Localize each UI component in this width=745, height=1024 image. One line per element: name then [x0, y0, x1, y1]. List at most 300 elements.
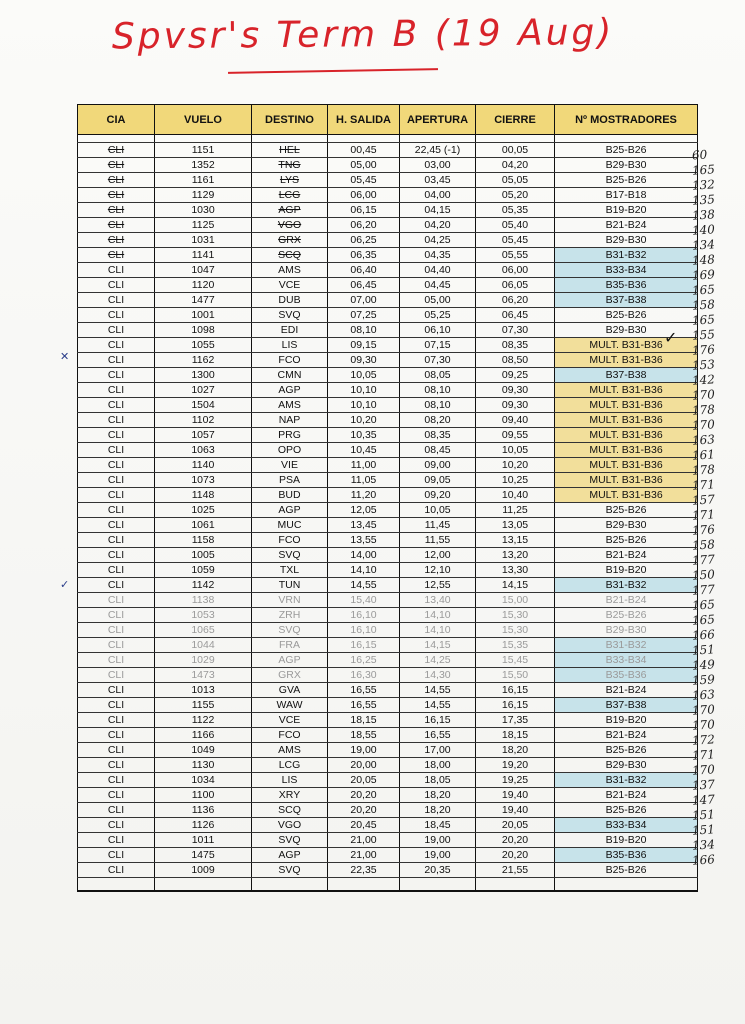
- margin-note: 176: [691, 522, 716, 538]
- destino-cell: SVQ: [252, 833, 328, 848]
- cia-cell: CLI: [78, 308, 155, 323]
- destino-cell: TUN: [252, 578, 328, 593]
- table-row: [78, 533, 698, 548]
- destino-cell: SCQ: [252, 803, 328, 818]
- margin-note: 150: [691, 567, 716, 583]
- destino-cell: SCQ: [252, 248, 328, 263]
- cierre-cell: 08,35: [476, 338, 555, 353]
- vuelo-cell: 1161: [155, 173, 252, 188]
- salida-cell: 12,05: [328, 503, 400, 518]
- table-row: [78, 383, 698, 398]
- vuelo-cell: 1044: [155, 638, 252, 653]
- destino-cell: CMN: [252, 368, 328, 383]
- destino-cell: FCO: [252, 353, 328, 368]
- destino-cell: VGO: [252, 218, 328, 233]
- mostradores-cell: MULT. B31-B36: [555, 428, 698, 443]
- margin-note: 171: [691, 507, 716, 523]
- destino-cell: AGP: [252, 203, 328, 218]
- cierre-cell: 10,05: [476, 443, 555, 458]
- margin-note: 163: [691, 432, 716, 448]
- apertura-cell: 04,40: [400, 263, 476, 278]
- cierre-cell: 04,20: [476, 158, 555, 173]
- cierre-cell: 05,45: [476, 233, 555, 248]
- margin-note: 137: [691, 777, 716, 793]
- cia-cell: CLI: [78, 293, 155, 308]
- apertura-cell: 05,00: [400, 293, 476, 308]
- header-cierre: CIERRE: [476, 105, 555, 135]
- salida-cell: 13,55: [328, 533, 400, 548]
- apertura-cell: 11,55: [400, 533, 476, 548]
- cia-cell: CLI: [78, 848, 155, 863]
- margin-note: 142: [691, 372, 716, 388]
- margin-note: 170: [691, 717, 716, 733]
- vuelo-cell: 1120: [155, 278, 252, 293]
- margin-note: 165: [691, 612, 716, 628]
- mostradores-cell: MULT. B31-B36: [555, 458, 698, 473]
- cierre-cell: 15,30: [476, 608, 555, 623]
- apertura-cell: 08,05: [400, 368, 476, 383]
- cierre-cell: 13,20: [476, 548, 555, 563]
- cia-cell: CLI: [78, 638, 155, 653]
- salida-cell: 16,55: [328, 683, 400, 698]
- cia-cell: CLI: [78, 473, 155, 488]
- apertura-cell: 04,35: [400, 248, 476, 263]
- margin-note: 149: [691, 657, 716, 673]
- margin-note: 172: [691, 732, 716, 748]
- cierre-cell: 20,20: [476, 833, 555, 848]
- apertura-cell: 09,20: [400, 488, 476, 503]
- apertura-cell: 14,55: [400, 683, 476, 698]
- salida-cell: 09,15: [328, 338, 400, 353]
- vuelo-cell: 1073: [155, 473, 252, 488]
- mostradores-cell: B33-B34: [555, 818, 698, 833]
- margin-note: 171: [691, 477, 716, 493]
- cia-cell: CLI: [78, 788, 155, 803]
- mostradores-cell: B29-B30: [555, 158, 698, 173]
- flight-schedule-table: [77, 104, 698, 892]
- cierre-cell: 15,35: [476, 638, 555, 653]
- cierre-cell: 15,30: [476, 623, 555, 638]
- header-destino: DESTINO: [252, 105, 328, 135]
- mostradores-cell: B29-B30: [555, 758, 698, 773]
- table-row: [78, 263, 698, 278]
- destino-cell: AGP: [252, 653, 328, 668]
- cia-cell: CLI: [78, 158, 155, 173]
- table-row: [78, 863, 698, 878]
- cierre-cell: 16,15: [476, 698, 555, 713]
- mostradores-cell: B19-B20: [555, 713, 698, 728]
- vuelo-cell: 1047: [155, 263, 252, 278]
- salida-cell: 10,05: [328, 368, 400, 383]
- vuelo-cell: 1126: [155, 818, 252, 833]
- margin-note: 157: [691, 492, 716, 508]
- destino-cell: AMS: [252, 743, 328, 758]
- mostradores-cell: B29-B30: [555, 323, 698, 338]
- salida-cell: 14,55: [328, 578, 400, 593]
- margin-note: 151: [691, 807, 716, 823]
- apertura-cell: 18,45: [400, 818, 476, 833]
- table-row: [78, 758, 698, 773]
- destino-cell: LCG: [252, 758, 328, 773]
- cierre-cell: 15,45: [476, 653, 555, 668]
- cierre-cell: 13,05: [476, 518, 555, 533]
- cia-cell: CLI: [78, 203, 155, 218]
- mostradores-cell: MULT. B31-B36: [555, 443, 698, 458]
- table-row: [78, 548, 698, 563]
- cia-cell: CLI: [78, 248, 155, 263]
- vuelo-cell: 1057: [155, 428, 252, 443]
- cierre-cell: 06,00: [476, 263, 555, 278]
- cia-cell: CLI: [78, 713, 155, 728]
- margin-note: 151: [691, 642, 716, 658]
- margin-note: 153: [691, 357, 716, 373]
- margin-note: 135: [691, 192, 716, 208]
- apertura-cell: 19,00: [400, 833, 476, 848]
- vuelo-cell: 1151: [155, 143, 252, 158]
- destino-cell: TNG: [252, 158, 328, 173]
- salida-cell: 08,10: [328, 323, 400, 338]
- cia-cell: CLI: [78, 218, 155, 233]
- table-row: [78, 518, 698, 533]
- cierre-cell: 09,30: [476, 383, 555, 398]
- apertura-cell: 18,20: [400, 788, 476, 803]
- destino-cell: PRG: [252, 428, 328, 443]
- margin-note: 171: [691, 747, 716, 763]
- apertura-cell: 06,10: [400, 323, 476, 338]
- vuelo-cell: 1477: [155, 293, 252, 308]
- cia-cell: CLI: [78, 608, 155, 623]
- vuelo-cell: 1140: [155, 458, 252, 473]
- mostradores-cell: B35-B36: [555, 848, 698, 863]
- margin-note: 148: [691, 252, 716, 268]
- salida-cell: 20,45: [328, 818, 400, 833]
- cia-cell: CLI: [78, 278, 155, 293]
- destino-cell: AMS: [252, 398, 328, 413]
- destino-cell: PSA: [252, 473, 328, 488]
- salida-cell: 00,45: [328, 143, 400, 158]
- margin-note: 165: [691, 312, 716, 328]
- margin-note: 60: [691, 147, 708, 163]
- salida-cell: 06,00: [328, 188, 400, 203]
- mostradores-cell: B31-B32: [555, 773, 698, 788]
- table-row: [78, 413, 698, 428]
- vuelo-cell: 1130: [155, 758, 252, 773]
- table-row: [78, 848, 698, 863]
- apertura-cell: 03,45: [400, 173, 476, 188]
- apertura-cell: 14,25: [400, 653, 476, 668]
- table-row: [78, 713, 698, 728]
- salida-cell: 11,00: [328, 458, 400, 473]
- margin-note: 155: [691, 327, 716, 343]
- cierre-cell: 07,30: [476, 323, 555, 338]
- destino-cell: AGP: [252, 848, 328, 863]
- margin-note: 165: [691, 597, 716, 613]
- cia-cell: CLI: [78, 533, 155, 548]
- table-row: [78, 338, 698, 353]
- mostradores-cell: MULT. B31-B36: [555, 383, 698, 398]
- margin-note: 140: [691, 222, 716, 238]
- table-row: [78, 668, 698, 683]
- vuelo-cell: 1030: [155, 203, 252, 218]
- cia-cell: CLI: [78, 503, 155, 518]
- vuelo-cell: 1001: [155, 308, 252, 323]
- table-row: [78, 818, 698, 833]
- destino-cell: FCO: [252, 533, 328, 548]
- margin-note: 158: [691, 297, 716, 313]
- table-row: [78, 368, 698, 383]
- mostradores-cell: B25-B26: [555, 503, 698, 518]
- salida-cell: 22,35: [328, 863, 400, 878]
- check-mark-icon: ✓: [664, 328, 678, 347]
- vuelo-cell: 1129: [155, 188, 252, 203]
- destino-cell: OPO: [252, 443, 328, 458]
- vuelo-cell: 1053: [155, 608, 252, 623]
- cierre-cell: 09,40: [476, 413, 555, 428]
- vuelo-cell: 1473: [155, 668, 252, 683]
- cia-cell: CLI: [78, 563, 155, 578]
- destino-cell: WAW: [252, 698, 328, 713]
- destino-cell: DUB: [252, 293, 328, 308]
- cia-cell: CLI: [78, 488, 155, 503]
- header-vuelo: VUELO: [155, 105, 252, 135]
- margin-note: 134: [691, 237, 716, 253]
- table-row: [78, 443, 698, 458]
- apertura-cell: 18,05: [400, 773, 476, 788]
- salida-cell: 06,20: [328, 218, 400, 233]
- apertura-cell: 12,55: [400, 578, 476, 593]
- salida-cell: 14,00: [328, 548, 400, 563]
- table-row: [78, 158, 698, 173]
- cierre-cell: 18,15: [476, 728, 555, 743]
- header-apertura: APERTURA: [400, 105, 476, 135]
- cierre-cell: 05,05: [476, 173, 555, 188]
- table-row: [78, 203, 698, 218]
- vuelo-cell: 1102: [155, 413, 252, 428]
- cia-cell: CLI: [78, 863, 155, 878]
- destino-cell: VIE: [252, 458, 328, 473]
- apertura-cell: 05,25: [400, 308, 476, 323]
- table-row: [78, 503, 698, 518]
- cierre-cell: 10,40: [476, 488, 555, 503]
- mostradores-cell: B19-B20: [555, 563, 698, 578]
- cierre-cell: 19,40: [476, 803, 555, 818]
- cia-cell: CLI: [78, 338, 155, 353]
- margin-note: 132: [691, 177, 716, 193]
- apertura-cell: 19,00: [400, 848, 476, 863]
- table-row: [78, 803, 698, 818]
- cia-cell: CLI: [78, 368, 155, 383]
- vuelo-cell: 1141: [155, 248, 252, 263]
- vuelo-cell: 1166: [155, 728, 252, 743]
- cia-cell: CLI: [78, 383, 155, 398]
- apertura-cell: 14,10: [400, 608, 476, 623]
- salida-cell: 05,45: [328, 173, 400, 188]
- apertura-cell: 07,30: [400, 353, 476, 368]
- table-row: [78, 623, 698, 638]
- destino-cell: GRX: [252, 668, 328, 683]
- cierre-cell: 13,15: [476, 533, 555, 548]
- mostradores-cell: B37-B38: [555, 698, 698, 713]
- salida-cell: 19,00: [328, 743, 400, 758]
- cia-cell: CLI: [78, 728, 155, 743]
- apertura-cell: 09,05: [400, 473, 476, 488]
- vuelo-cell: 1162: [155, 353, 252, 368]
- table-row: [78, 218, 698, 233]
- cia-cell: CLI: [78, 443, 155, 458]
- margin-note: 166: [691, 852, 716, 868]
- margin-x-mark: ✕: [60, 350, 70, 363]
- vuelo-cell: 1352: [155, 158, 252, 173]
- table-row: [78, 743, 698, 758]
- cia-cell: CLI: [78, 173, 155, 188]
- vuelo-cell: 1100: [155, 788, 252, 803]
- cierre-cell: 05,55: [476, 248, 555, 263]
- salida-cell: 16,30: [328, 668, 400, 683]
- cierre-cell: 05,35: [476, 203, 555, 218]
- vuelo-cell: 1063: [155, 443, 252, 458]
- vuelo-cell: 1158: [155, 533, 252, 548]
- margin-note: 165: [691, 162, 716, 178]
- table-row: [78, 683, 698, 698]
- apertura-cell: 07,15: [400, 338, 476, 353]
- salida-cell: 06,40: [328, 263, 400, 278]
- cia-cell: CLI: [78, 743, 155, 758]
- mostradores-cell: B25-B26: [555, 533, 698, 548]
- destino-cell: FRA: [252, 638, 328, 653]
- apertura-cell: 08,20: [400, 413, 476, 428]
- destino-cell: GRX: [252, 233, 328, 248]
- cia-cell: CLI: [78, 833, 155, 848]
- salida-cell: 16,15: [328, 638, 400, 653]
- cia-cell: CLI: [78, 353, 155, 368]
- apertura-cell: 14,15: [400, 638, 476, 653]
- table-empty-row: [78, 878, 698, 892]
- destino-cell: LIS: [252, 338, 328, 353]
- margin-note: 147: [691, 792, 716, 808]
- salida-cell: 05,00: [328, 158, 400, 173]
- mostradores-cell: MULT. B31-B36: [555, 338, 698, 353]
- vuelo-cell: 1061: [155, 518, 252, 533]
- apertura-cell: 08,10: [400, 398, 476, 413]
- mostradores-cell: B33-B34: [555, 653, 698, 668]
- table-row: [78, 563, 698, 578]
- mostradores-cell: B19-B20: [555, 203, 698, 218]
- cia-cell: CLI: [78, 548, 155, 563]
- margin-note: 166: [691, 627, 716, 643]
- table-row: [78, 173, 698, 188]
- table-row: [78, 278, 698, 293]
- apertura-cell: 14,10: [400, 623, 476, 638]
- handwritten-title: Spvsr's Term B (19 Aug): [111, 12, 615, 58]
- header-mostradores: Nº MOSTRADORES: [555, 105, 698, 135]
- cierre-cell: 08,50: [476, 353, 555, 368]
- cia-cell: CLI: [78, 758, 155, 773]
- margin-note: 159: [691, 672, 716, 688]
- vuelo-cell: 1475: [155, 848, 252, 863]
- mostradores-cell: B21-B24: [555, 548, 698, 563]
- apertura-cell: 16,55: [400, 728, 476, 743]
- table-row: [78, 353, 698, 368]
- salida-cell: 18,15: [328, 713, 400, 728]
- apertura-cell: 12,00: [400, 548, 476, 563]
- destino-cell: ZRH: [252, 608, 328, 623]
- vuelo-cell: 1504: [155, 398, 252, 413]
- cia-cell: CLI: [78, 263, 155, 278]
- vuelo-cell: 1300: [155, 368, 252, 383]
- margin-note: 170: [691, 417, 716, 433]
- salida-cell: 06,45: [328, 278, 400, 293]
- apertura-cell: 20,35: [400, 863, 476, 878]
- mostradores-cell: B21-B24: [555, 683, 698, 698]
- cierre-cell: 06,05: [476, 278, 555, 293]
- margin-note: 178: [691, 462, 716, 478]
- cierre-cell: 00,05: [476, 143, 555, 158]
- mostradores-cell: MULT. B31-B36: [555, 353, 698, 368]
- cierre-cell: 10,20: [476, 458, 555, 473]
- cierre-cell: 05,40: [476, 218, 555, 233]
- cia-cell: CLI: [78, 818, 155, 833]
- mostradores-cell: B25-B26: [555, 743, 698, 758]
- apertura-cell: 12,10: [400, 563, 476, 578]
- table-header-row: [78, 105, 698, 135]
- mostradores-cell: B25-B26: [555, 863, 698, 878]
- apertura-cell: 04,20: [400, 218, 476, 233]
- vuelo-cell: 1138: [155, 593, 252, 608]
- destino-cell: AGP: [252, 383, 328, 398]
- apertura-cell: 11,45: [400, 518, 476, 533]
- margin-note: 178: [691, 402, 716, 418]
- salida-cell: 06,15: [328, 203, 400, 218]
- cierre-cell: 09,55: [476, 428, 555, 443]
- salida-cell: 13,45: [328, 518, 400, 533]
- vuelo-cell: 1031: [155, 233, 252, 248]
- cierre-cell: 15,00: [476, 593, 555, 608]
- margin-note: 134: [691, 837, 716, 853]
- vuelo-cell: 1125: [155, 218, 252, 233]
- salida-cell: 16,10: [328, 608, 400, 623]
- vuelo-cell: 1065: [155, 623, 252, 638]
- cierre-cell: 20,20: [476, 848, 555, 863]
- mostradores-cell: MULT. B31-B36: [555, 488, 698, 503]
- apertura-cell: 10,05: [400, 503, 476, 518]
- mostradores-cell: B31-B32: [555, 248, 698, 263]
- salida-cell: 14,10: [328, 563, 400, 578]
- cia-cell: CLI: [78, 698, 155, 713]
- mostradores-cell: B21-B24: [555, 728, 698, 743]
- mostradores-cell: B31-B32: [555, 578, 698, 593]
- vuelo-cell: 1122: [155, 713, 252, 728]
- mostradores-cell: B31-B32: [555, 638, 698, 653]
- destino-cell: FCO: [252, 728, 328, 743]
- cia-cell: CLI: [78, 323, 155, 338]
- cierre-cell: 14,15: [476, 578, 555, 593]
- margin-note: 169: [691, 267, 716, 283]
- mostradores-cell: B35-B36: [555, 668, 698, 683]
- vuelo-cell: 1142: [155, 578, 252, 593]
- margin-note: 177: [691, 552, 716, 568]
- salida-cell: 10,10: [328, 383, 400, 398]
- cierre-cell: 09,30: [476, 398, 555, 413]
- table-row: [78, 593, 698, 608]
- destino-cell: EDI: [252, 323, 328, 338]
- vuelo-cell: 1155: [155, 698, 252, 713]
- margin-note: 158: [691, 537, 716, 553]
- destino-cell: BUD: [252, 488, 328, 503]
- cia-cell: CLI: [78, 413, 155, 428]
- destino-cell: VGO: [252, 818, 328, 833]
- salida-cell: 20,05: [328, 773, 400, 788]
- table-spacer-row: [78, 135, 698, 143]
